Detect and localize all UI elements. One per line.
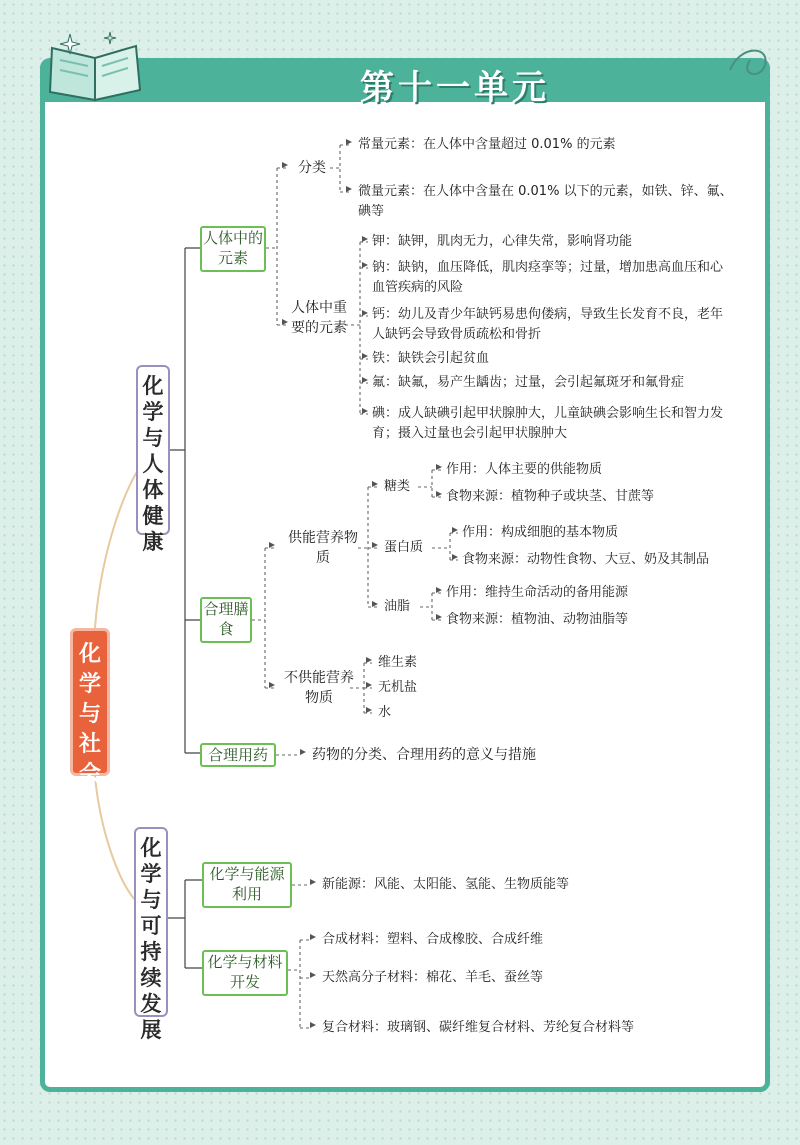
trace-element-text: 微量元素：在人体中含量在 0.01% 以下的元素，如铁、锌、氟、碘等 (358, 184, 733, 219)
branch-sustain-box: 化学与可持续发展 (134, 827, 168, 1017)
fat-label: 油脂 (384, 599, 411, 614)
element-item-k: 钾：缺钾，肌肉无力，心律失常，影响肾功能 (372, 234, 633, 249)
new-energy-text: 新能源：风能、太阳能、氢能、生物质能等 (322, 877, 570, 892)
element-item-na: 钠：缺钠，血压降低，肌肉痉挛等；过量，增加患高血压和心血管疾病的风险 (372, 260, 724, 295)
energy-nutrients-label: 供能营养物质 (288, 530, 358, 566)
branch-health-box: 化学与人体健康 (136, 365, 170, 535)
drug-desc: 药物的分类、合理用药的意义与措施 (312, 747, 536, 763)
element-item-f: 氟：缺氟，易产生龋齿；过量，会引起氟斑牙和氟骨症 (372, 375, 685, 390)
nonenergy-item-water: 水 (378, 705, 392, 720)
element-item-i: 碘：成人缺碘引起甲状腺肿大，儿童缺碘会影响生长和智力发育；摄入过量也会引起甲状腺肿大 (372, 406, 724, 441)
materials-box: 化学与材料开发 (202, 950, 288, 996)
fat-source: 食物来源：植物油、动物油脂等 (446, 612, 629, 627)
energy-use-box: 化学与能源利用 (202, 862, 292, 908)
drug-box: 合理用药 (200, 743, 276, 767)
fat-role: 作用：维持生命活动的备用能源 (446, 585, 629, 600)
element-item-ca: 钙：幼儿及青少年缺钙易患佝偻病，导致生长发育不良，老年人缺钙会导致骨质疏松和骨折 (372, 307, 724, 342)
protein-source: 食物来源：动物性食物、大豆、奶及其制品 (462, 552, 710, 567)
root-node: 化学与社会 (70, 628, 110, 776)
sugar-role: 作用：人体主要的供能物质 (446, 462, 603, 477)
material-item-natural: 天然高分子材料：棉花、羊毛、蚕丝等 (322, 970, 544, 985)
material-item-composite: 复合材料：玻璃钢、碳纤维复合材料、芳纶复合材料等 (322, 1020, 635, 1035)
material-item-synthetic: 合成材料：塑料、合成橡胶、合成纤维 (322, 932, 544, 947)
nonenergy-nutrients-label: 不供能营养物质 (284, 670, 354, 706)
nonenergy-item-vitamin: 维生素 (378, 655, 418, 670)
diet-box: 合理膳食 (200, 597, 252, 643)
protein-role: 作用：构成细胞的基本物质 (462, 525, 619, 540)
unit-title: 第十一单元 (360, 68, 550, 108)
element-item-fe: 铁：缺铁会引起贫血 (372, 351, 490, 366)
classify-label: 分类 (298, 160, 326, 176)
sugar-source: 食物来源：植物种子或块茎、甘蔗等 (446, 489, 655, 504)
major-element-text: 常量元素：在人体中含量超过 0.01% 的元素 (358, 137, 616, 152)
sugar-label: 糖类 (384, 479, 411, 494)
protein-label: 蛋白质 (384, 540, 424, 555)
elements-box: 人体中的元素 (200, 226, 266, 272)
important-elements-label: 人体中重要的元素 (291, 300, 347, 336)
nonenergy-item-mineral: 无机盐 (378, 680, 418, 695)
